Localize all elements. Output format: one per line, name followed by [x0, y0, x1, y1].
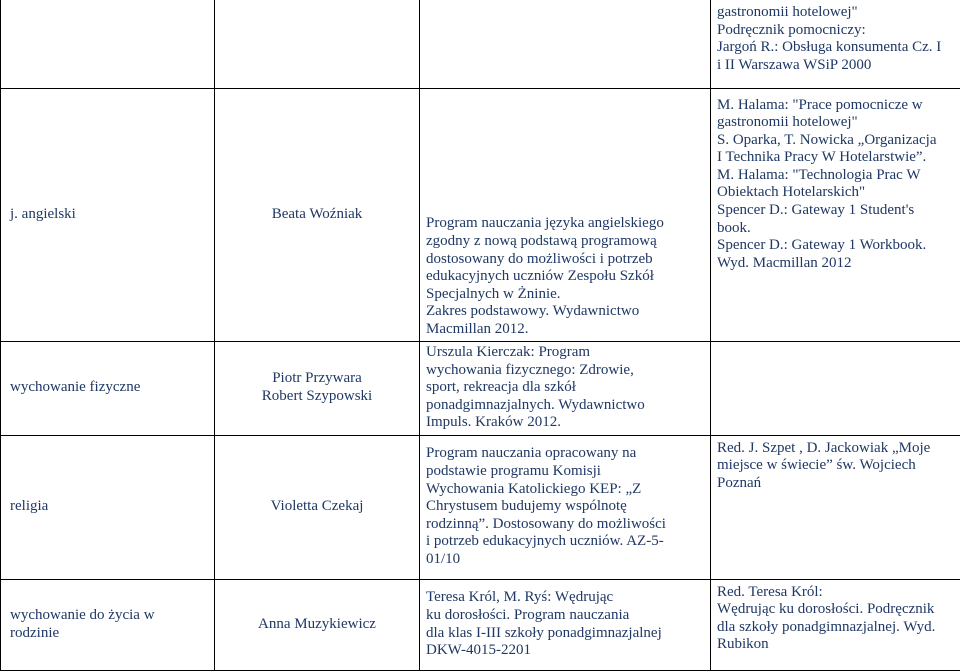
book-text: Red. J. Szpet , D. Jackowiak „Moje miejsce w świecie” św. Wojciech Poznań — [717, 439, 931, 491]
subject-text: wychowanie fizyczne — [10, 379, 141, 396]
program-text: Teresa Król, M. Ryś: Wędrując ku dorosłości. Program nauczania dla klas I-III szkoły ponadgimnazjalnej DKW-4015-2201 — [426, 589, 662, 659]
teacher-cell — [215, 435, 420, 579]
program-text: Program nauczania języka angielskiego zgodny z nową podstawą programową dostosowany do możliwości i potrzeb edukacyjnych uczniów Zespołu Szkół Specjalnych w Żninie. Zakres podstawowy. Wydawnictwo Macmillan 2012. — [426, 215, 664, 337]
table-row — [1, 579, 960, 670]
subject-cell — [1, 0, 215, 88]
book-text: gastronomii hotelowej" Podręcznik pomocniczy: Jargoń R.: Obsługa konsumenta Cz. I i II Warszawa WSiP 2000 — [717, 4, 942, 73]
book-text: M. Halama: "Prace pomocnicze w gastronomii hotelowej" S. Oparka, T. Nowicka „Organizacja I Technika Pracy W Hotelarstwie”. M. Halama: "Technologia Prac W Obiektach Hotelarskich" — [717, 96, 937, 201]
subject-text: wychowanie do życia w rodzinie — [10, 606, 155, 641]
table-row — [1, 88, 960, 341]
table-row — [1, 435, 960, 579]
subject-cell — [1, 579, 215, 670]
program-cell — [420, 579, 711, 670]
book-cell — [711, 341, 960, 435]
book-cell — [711, 579, 960, 670]
program-cell — [420, 435, 711, 579]
table-row — [1, 341, 960, 435]
teacher-text: Piotr Przywara Robert Szypowski — [261, 370, 373, 404]
teacher-text: Anna Muzykiewicz — [258, 615, 376, 632]
table-row — [1, 0, 960, 88]
teacher-cell — [215, 0, 420, 88]
book-text: Spencer D.: Gateway 1 Student's book. Spencer D.: Gateway 1 Workbook. Wyd. Macmillan 2012 — [717, 202, 927, 271]
program-cell — [420, 341, 711, 435]
program-cell — [420, 0, 711, 88]
subject-cell — [1, 88, 215, 341]
program-cell — [420, 88, 711, 341]
subject-text: religia — [10, 498, 49, 515]
teacher-cell — [215, 579, 420, 670]
subject-cell — [1, 341, 215, 435]
book-cell — [711, 435, 960, 579]
subject-cell — [1, 435, 215, 579]
teacher-cell — [215, 341, 420, 435]
program-text: Urszula Kierczak: Program wychowania fizycznego: Zdrowie, sport, rekreacja dla szkół ponadgimnazjalnych. Wydawnictwo Impuls. Kraków 2012. — [426, 344, 645, 431]
teacher-text: Beata Woźniak — [271, 205, 363, 222]
teacher-text: Violetta Czekaj — [270, 498, 364, 515]
book-text: Red. Teresa Król: Wędrując ku dorosłości. Podręcznik dla szkoły ponadgimnazjalnej. Wyd. Rubikon — [717, 583, 936, 653]
subject-text: j. angielski — [10, 205, 76, 222]
program-text: Program nauczania opracowany na podstawie programu Komisji Wychowania Katolickiego KEP: „Z Chrystusem budujemy wspólnotę rodzinną”. Dostosowany do możliwości i potrzeb edukacyjnych uczniów. AZ-5- 01/10 — [426, 445, 666, 567]
teacher-cell — [215, 88, 420, 341]
book-cell — [711, 0, 960, 88]
book-cell — [711, 88, 960, 341]
